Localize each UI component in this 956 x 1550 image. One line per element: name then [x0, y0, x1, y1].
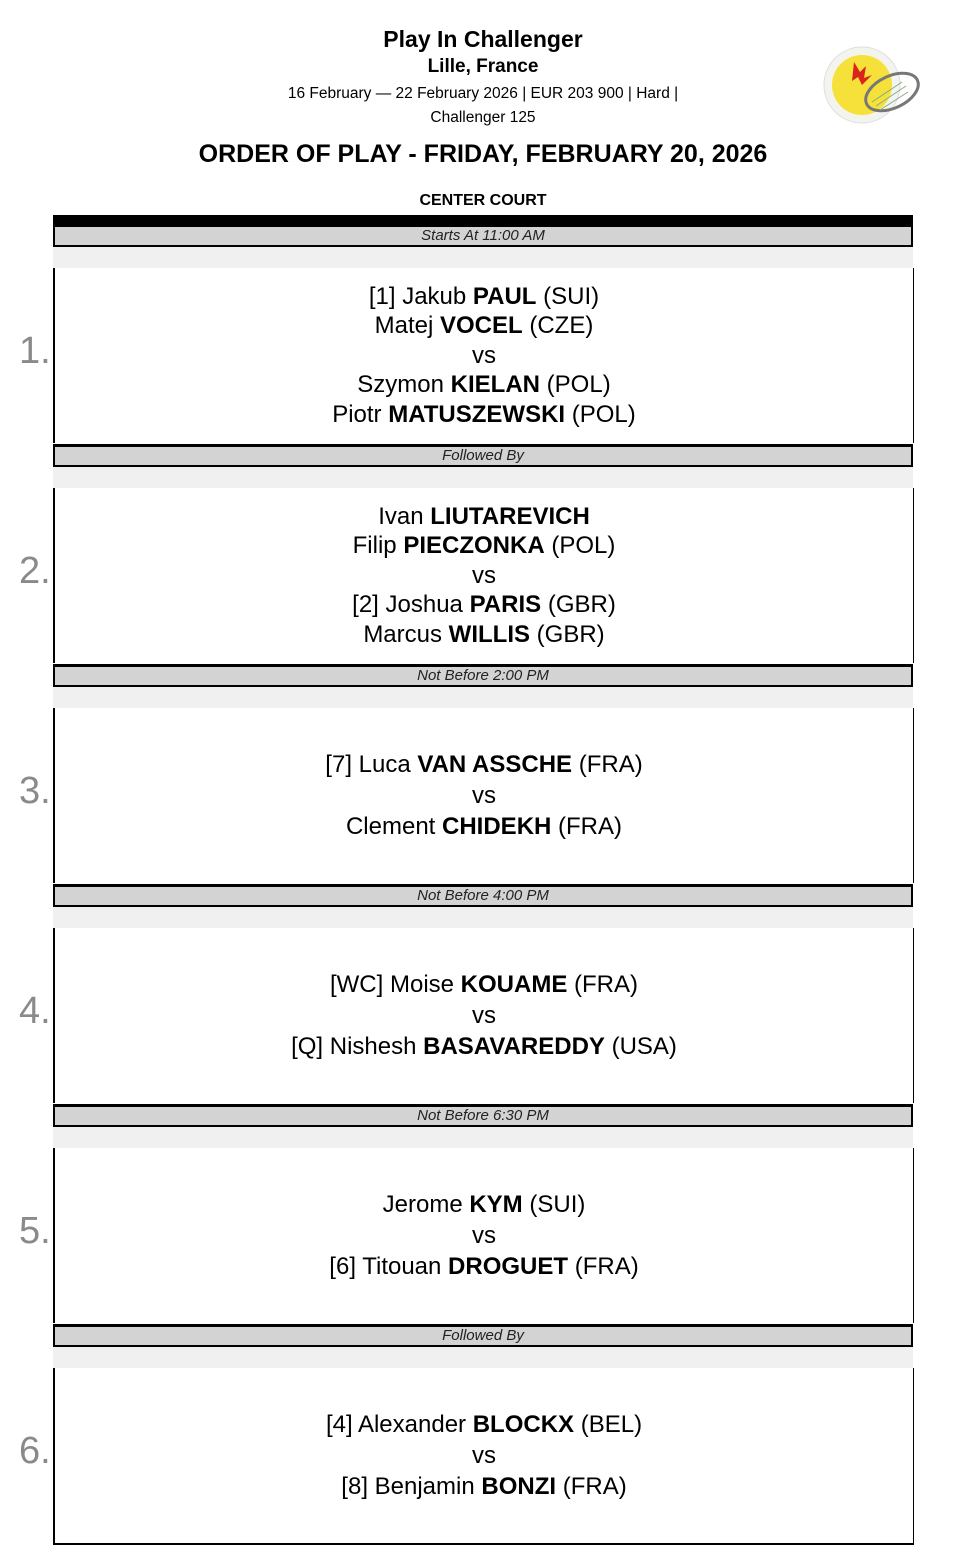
- match-players: [53, 1368, 914, 1545]
- player: [329, 1251, 638, 1282]
- match-block: [19, 884, 913, 1104]
- player-prefix: Szymon: [357, 371, 451, 399]
- player-prefix: [2] Joshua: [352, 591, 470, 619]
- player: [291, 1031, 677, 1062]
- player-prefix: [WC] Moise: [329, 971, 461, 998]
- court-header-bar: [53, 215, 913, 224]
- match-time: Followed By: [53, 1324, 913, 1347]
- match-players: [53, 268, 914, 443]
- player-country: (SUI): [536, 282, 600, 310]
- player-country: (BEL): [574, 1411, 643, 1438]
- player-prefix: Jerome: [382, 1191, 470, 1218]
- player: [341, 1471, 626, 1502]
- match-number: 2.: [19, 550, 51, 592]
- player-surname: VAN ASSCHE: [417, 751, 573, 778]
- match-players: [53, 708, 914, 883]
- tournament-name: Play In Challenger: [383, 26, 583, 52]
- spacer: [53, 247, 913, 268]
- player-country: (POL): [540, 371, 611, 399]
- player: [353, 531, 616, 561]
- player: [363, 620, 604, 650]
- vs-label: vs: [472, 782, 496, 809]
- player-prefix: [7] Luca: [325, 751, 418, 778]
- tournament-details: [0, 82, 956, 130]
- details-line-1: 16 February — 22 February 2026 | EUR 203 900 | Hard |: [287, 85, 679, 102]
- player-country: (FRA): [551, 813, 623, 840]
- player-surname: BASAVAREDDY: [423, 1033, 605, 1060]
- player-prefix: [8] Benjamin: [341, 1473, 482, 1500]
- player-prefix: Clement: [345, 813, 443, 840]
- vs-label: vs: [472, 1222, 496, 1249]
- player-prefix: [1] Jakub: [368, 282, 473, 310]
- player-country: (FRA): [567, 971, 638, 998]
- player: [326, 1409, 642, 1440]
- player-country: (USA): [604, 1033, 677, 1060]
- player: [375, 311, 594, 341]
- player-country: (POL): [565, 400, 636, 428]
- player-surname: LIUTAREVICH: [430, 502, 590, 530]
- player-prefix: [Q] Nishesh: [291, 1033, 424, 1060]
- page-title: ORDER OF PLAY - FRIDAY, FEBRUARY 20, 2026: [198, 140, 768, 168]
- player: [369, 282, 599, 312]
- player: [325, 749, 642, 780]
- match-time: Followed By: [53, 444, 913, 467]
- player: [383, 1189, 586, 1220]
- match-number: 1.: [19, 330, 51, 372]
- spacer: [53, 1127, 913, 1148]
- match-block: [19, 224, 913, 444]
- player-country: (FRA): [568, 1253, 639, 1280]
- match-players: [53, 928, 914, 1103]
- player-prefix: Matej: [374, 312, 440, 340]
- player: [330, 969, 638, 1000]
- player-surname: DROGUET: [448, 1253, 569, 1280]
- player-country: (GBR): [530, 620, 605, 648]
- tournament-location: Lille, France: [427, 56, 539, 77]
- player: [332, 400, 636, 430]
- player-surname: WILLIS: [448, 620, 530, 648]
- spacer: [53, 687, 913, 708]
- player-country: (GBR): [541, 591, 616, 619]
- vs-label: vs: [472, 1442, 496, 1469]
- match-players: [53, 488, 914, 663]
- player-country: (POL): [544, 532, 616, 560]
- spacer: [53, 907, 913, 928]
- match-block: [19, 664, 913, 884]
- match-time: Not Before 4:00 PM: [53, 884, 913, 907]
- player-country: (CZE): [522, 312, 594, 340]
- match-block: [19, 444, 913, 664]
- match-time: Starts At 11:00 AM: [53, 224, 913, 247]
- match-number: 4.: [19, 990, 51, 1032]
- player-prefix: Ivan: [378, 502, 431, 530]
- player-surname: PIECZONKA: [403, 532, 545, 560]
- vs-label: vs: [472, 1002, 496, 1029]
- player-surname: PAUL: [472, 282, 537, 310]
- player-surname: VOCEL: [440, 312, 523, 340]
- player-prefix: [4] Alexander: [325, 1411, 473, 1438]
- vs-label: vs: [472, 341, 496, 369]
- match-block: [19, 1104, 913, 1324]
- court-name: CENTER COURT: [419, 192, 547, 209]
- player: [357, 370, 610, 400]
- player-country: (SUI): [522, 1191, 586, 1218]
- player-country: (FRA): [572, 751, 643, 778]
- match-number: 3.: [19, 770, 51, 812]
- player: [346, 811, 622, 842]
- match-number: 6.: [19, 1430, 51, 1472]
- spacer: [53, 1347, 913, 1368]
- match-time: Not Before 2:00 PM: [53, 664, 913, 687]
- player-surname: KYM: [469, 1191, 523, 1218]
- player-country: (FRA): [556, 1473, 627, 1500]
- match-number: 5.: [19, 1210, 51, 1252]
- player-surname: BLOCKX: [472, 1411, 575, 1438]
- player-surname: KOUAME: [460, 971, 568, 998]
- player-prefix: Piotr: [332, 400, 389, 428]
- player-prefix: Filip: [352, 532, 404, 560]
- match-block: [19, 1324, 913, 1544]
- player: [352, 590, 616, 620]
- player-surname: MATUSZEWSKI: [388, 400, 566, 428]
- player-surname: PARIS: [469, 591, 542, 619]
- match-time: Not Before 6:30 PM: [53, 1104, 913, 1127]
- player-prefix: Marcus: [363, 620, 449, 648]
- player-surname: CHIDEKH: [442, 813, 552, 840]
- player: [378, 502, 590, 532]
- match-players: [53, 1148, 914, 1323]
- spacer: [53, 467, 913, 488]
- details-line-2: Challenger 125: [430, 109, 536, 126]
- vs-label: vs: [472, 561, 496, 589]
- player-surname: KIELAN: [450, 371, 541, 399]
- player-prefix: [6] Titouan: [329, 1253, 449, 1280]
- player-surname: BONZI: [481, 1473, 557, 1500]
- club-logo-icon: [822, 44, 922, 126]
